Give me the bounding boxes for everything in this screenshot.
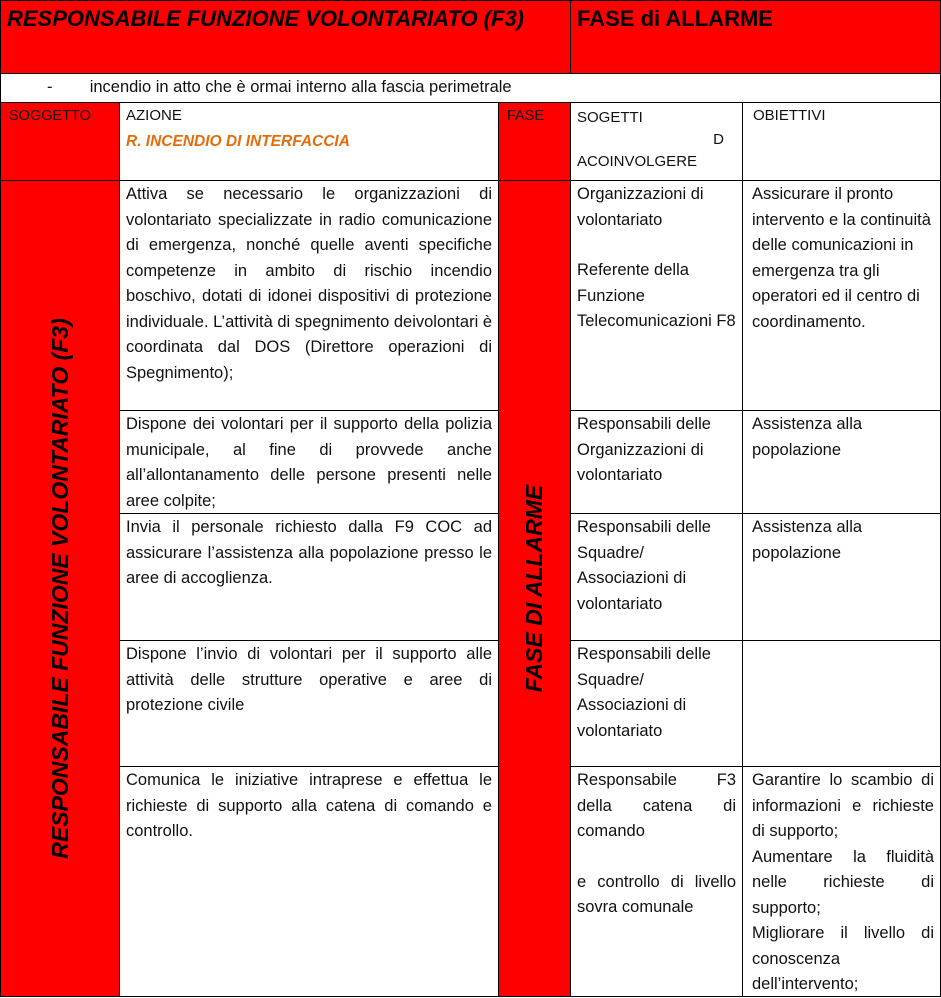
row-4-soggetti [570,640,743,767]
column-header-azione-subtitle: R. INCENDIO DI INTERFACCIA [126,133,350,150]
row-1-soggetti-b: Referente della Funzione Telecomunicazioni F8 [577,261,736,330]
row-5-obiettivi-a: Garantire lo scambio di informazioni e richieste di supporto; [752,771,934,840]
row-1-obiettivi-text: Assicurare il pronto intervento e la continuità delle comunicazioni in emergenza tra gli operatori ed il centro di coordinamento. [752,185,931,331]
column-header-soggetti-line3: ACOINVOLGERE [577,153,698,170]
scenario-row [0,73,941,103]
row-1-soggetti [570,180,743,411]
row-5-azione-text: Comunica le iniziative intraprese e effettua le richieste di supporto alla catena di comando e controllo. [126,771,492,840]
row-3-soggetti-text: Responsabili delle Squadre/ Associazioni di volontariato [577,518,711,613]
row-2-soggetti [570,410,743,514]
row-3-obiettivi-text: Assistenza alla popolazione [752,518,863,562]
phase-header [570,0,941,74]
column-header-fase [498,102,571,181]
row-2-obiettivi [742,410,941,514]
column-header-obiettivi [742,102,941,181]
row-4-soggetti-text: Responsabili delle Squadre/ Associazioni di volontariato [577,645,711,740]
row-4-azione-text: Dispone l’invio di volontari per il supporto alle attività delle strutture operative e aree di protezione civile [126,645,492,714]
row-4-azione [119,640,499,767]
row-5-obiettivi-c: Migliorare il livello di conoscenza dell’intervento; [752,924,934,993]
column-header-soggetto-text: SOGGETTO [9,108,91,124]
scenario-text: incendio in atto che è ormai interno alla fascia perimetrale [89,78,512,96]
column-header-soggetti-line2: D [713,131,724,148]
column-header-azione [119,102,499,181]
row-2-soggetti-text: Responsabili delle Organizzazioni di volontariato [577,415,711,484]
column-header-fase-text: FASE [507,108,545,124]
row-3-obiettivi [742,513,941,641]
row-1-azione-text: Attiva se necessario le organizzazioni di volontariato specializzate in radio comunicazione di emergenza, nonché quelle aventi specifiche competenze in ambito di rischio incendio boschivo, dotati di idonei dispositivi di protezione individuale. L’attività di spegnimento deivolontari è coordinata dal DOS (Direttore operazioni di Spegnimento); [126,185,492,382]
row-5-soggetti-b: e controllo di livello sovra comunale [577,872,736,916]
row-5-obiettivi [742,766,941,997]
row-5-soggetti [570,766,743,997]
document-title-text: RESPONSABILE FUNZIONE VOLONTARIATO (F3) [7,6,525,31]
row-3-azione-text: Invia il personale richiesto dalla F9 COC ad assicurare l’assistenza alla popolazione presso le aree di accoglienza. [126,518,492,587]
column-header-soggetto [0,102,120,181]
column-header-soggetti [570,102,743,181]
document-title [0,0,571,74]
row-2-azione-text: Dispone dei volontari per il supporto della polizia municipale, al fine di provvede anche all’allontanamento delle persone presenti nelle aree colpite; [126,415,492,510]
column-header-azione-text: AZIONE [126,107,182,124]
row-2-azione [119,410,499,514]
phase-header-text: FASE di ALLARME [577,6,773,31]
row-3-azione [119,513,499,641]
row-1-soggetti-a: Organizzazioni di volontariato [577,185,704,229]
fase-vertical-label-text: FASE DI ALLARME [521,484,547,693]
scenario-bullet: - [47,78,53,96]
row-5-soggetti-a: Responsabile F3 della catena di comando [577,771,736,840]
soggetto-vertical-label [0,180,120,997]
column-header-obiettivi-text: OBIETTIVI [753,107,826,124]
row-5-obiettivi-b: Aumentare la fluidità nelle richieste di supporto; [752,847,934,917]
row-5-azione [119,766,499,997]
row-2-obiettivi-text: Assistenza alla popolazione [752,415,863,459]
soggetto-vertical-label-text: RESPONSABILE FUNZIONE VOLONTARIATO (F3) [46,318,73,859]
row-4-obiettivi [742,640,941,767]
column-header-soggetti-line1: SOGETTI [577,109,643,126]
fase-vertical-label [498,180,571,997]
row-1-obiettivi [742,180,941,411]
row-3-soggetti [570,513,743,641]
row-1-azione [119,180,499,411]
